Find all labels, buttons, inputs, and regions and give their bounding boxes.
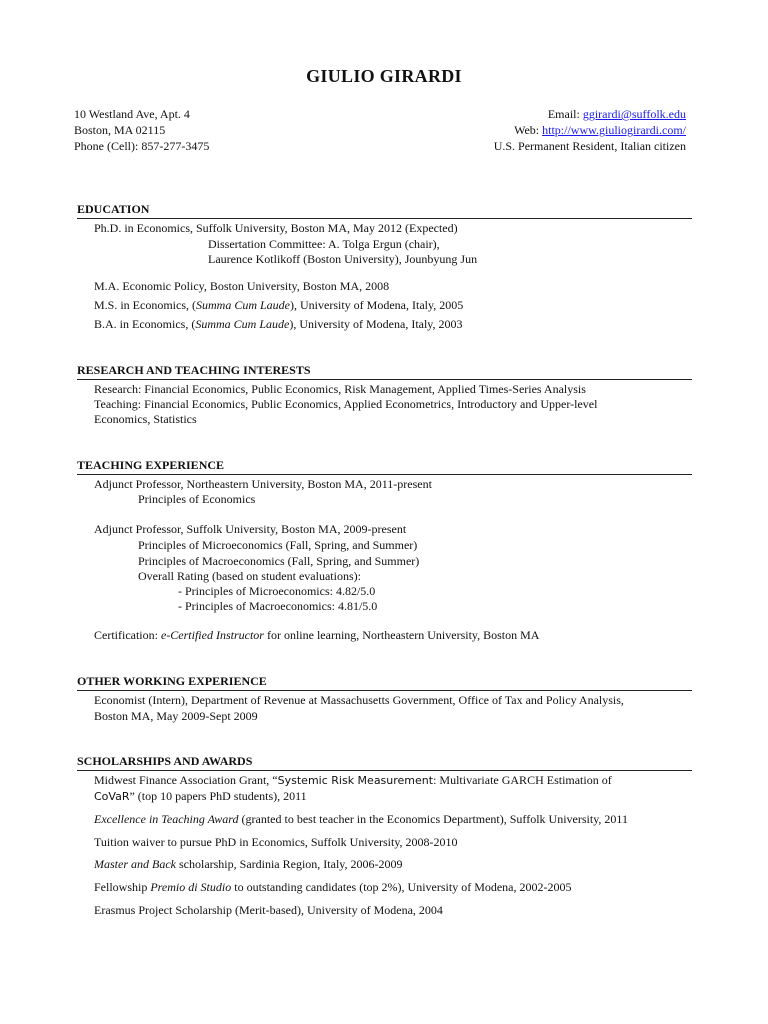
award-mfa-line-2 xyxy=(94,789,307,804)
education-ms xyxy=(94,298,463,313)
cert-title: e-Certified Instructor xyxy=(160,628,264,642)
education-phd: Ph.D. in Economics, Suffolk University, Boston MA, May 2012 (Expected) xyxy=(94,221,458,235)
ba-text-end: ), University of Modena, Italy, 2003 xyxy=(289,317,463,331)
email-line xyxy=(548,107,686,122)
teaching-job-2: Adjunct Professor, Suffolk University, Boston MA, 2009-present xyxy=(94,522,407,536)
web-line xyxy=(514,123,686,138)
ba-honor: Summa Cum Laude xyxy=(195,317,290,331)
education-ma: M.A. Economic Policy, Boston University, Boston MA, 2008 xyxy=(94,279,390,293)
teaching-rating-micro: - Principles of Microeconomics: 4.82/5.0 xyxy=(178,584,376,598)
award-teaching-title: Excellence in Teaching Award xyxy=(94,812,239,826)
section-interests-heading: RESEARCH AND TEACHING INTERESTS xyxy=(77,363,692,380)
section-education-heading: EDUCATION xyxy=(77,202,692,219)
education-committee-2: Laurence Kotlikoff (Boston University), Jounbyung Jun xyxy=(208,252,478,266)
email-label: Email: xyxy=(547,107,583,121)
award-fellowship xyxy=(94,880,572,895)
award-mfa-paper: Systemic Risk Measurement xyxy=(277,774,434,787)
award-tuition-waiver: Tuition waiver to pursue PhD in Economics, Suffolk University, 2008-2010 xyxy=(94,835,458,849)
award-fellowship-detail: to outstanding candidates (top 2%), University of Modena, 2002-2005 xyxy=(231,880,572,894)
award-mfa-text: Midwest Finance Association Grant, “ xyxy=(94,773,278,787)
education-committee-1: Dissertation Committee: A. Tolga Ergun (chair), xyxy=(208,237,440,251)
teaching-job-1: Adjunct Professor, Northeastern University, Boston MA, 2011-present xyxy=(94,477,432,491)
teaching-job-2-course-1: Principles of Microeconomics (Fall, Spring, and Summer) xyxy=(138,538,418,552)
ms-honor: Summa Cum Laude xyxy=(196,298,291,312)
candidate-name: GIULIO GIRARDI xyxy=(306,66,462,86)
teaching-certification xyxy=(94,628,539,643)
interests-research: Research: Financial Economics, Public Economics, Risk Management, Applied Times-Series Analysis xyxy=(94,382,586,396)
education-ba xyxy=(94,317,463,332)
award-fellowship-text: Fellowship xyxy=(94,880,151,894)
residency-status: U.S. Permanent Resident, Italian citizen xyxy=(493,139,686,153)
award-mfa-covar: CoVaR xyxy=(94,790,130,803)
section-teaching-heading: TEACHING EXPERIENCE xyxy=(77,458,692,475)
phone: Phone (Cell): 857-277-3475 xyxy=(74,139,210,153)
interests-teaching-1: Teaching: Financial Economics, Public Economics, Applied Econometrics, Introductory and Upper-level xyxy=(94,397,598,411)
email-link[interactable]: ggirardi@suffolk.edu xyxy=(582,107,686,121)
ms-text: M.S. in Economics, ( xyxy=(94,298,196,312)
teaching-job-2-course-2: Principles of Macroeconomics (Fall, Spring, and Summer) xyxy=(138,554,420,568)
award-mab-title: Master and Back xyxy=(94,857,176,871)
section-awards-heading: SCHOLARSHIPS AND AWARDS xyxy=(77,754,692,771)
teaching-rating: Overall Rating (based on student evaluations): xyxy=(138,569,361,583)
work-line-2: Boston MA, May 2009-Sept 2009 xyxy=(94,709,258,723)
award-master-and-back xyxy=(94,857,403,872)
teaching-rating-macro: - Principles of Macroeconomics: 4.81/5.0 xyxy=(178,599,378,613)
award-teaching xyxy=(94,812,628,827)
cert-text: Certification: xyxy=(94,628,161,642)
address-line-2: Boston, MA 02115 xyxy=(74,123,166,137)
award-mfa-text-end: : Multivariate GARCH Estimation of xyxy=(433,773,612,787)
address-line-1: 10 Westland Ave, Apt. 4 xyxy=(74,107,190,121)
award-mfa-detail: ” (top 10 papers PhD students), 2011 xyxy=(129,789,307,803)
award-mab-detail: scholarship, Sardinia Region, Italy, 2006-2009 xyxy=(175,857,403,871)
web-label: Web: xyxy=(514,123,543,137)
award-fellowship-title: Premio di Studio xyxy=(150,880,232,894)
ba-text: B.A. in Economics, ( xyxy=(94,317,196,331)
web-link[interactable]: http://www.giuliogirardi.com/ xyxy=(542,123,686,137)
teaching-job-1-course: Principles of Economics xyxy=(138,492,256,506)
award-erasmus: Erasmus Project Scholarship (Merit-based), University of Modena, 2004 xyxy=(94,903,443,917)
interests-teaching-2: Economics, Statistics xyxy=(94,412,197,426)
cert-text-end: for online learning, Northeastern University, Boston MA xyxy=(263,628,540,642)
section-work-heading: OTHER WORKING EXPERIENCE xyxy=(77,674,692,691)
award-mfa-line-1 xyxy=(94,773,612,788)
award-teaching-detail: (granted to best teacher in the Economics Department), Suffolk University, 2011 xyxy=(238,812,628,826)
work-line-1: Economist (Intern), Department of Revenue at Massachusetts Government, Office of Tax and Policy Analysis, xyxy=(94,693,624,707)
ms-text-end: ), University of Modena, Italy, 2005 xyxy=(290,298,464,312)
